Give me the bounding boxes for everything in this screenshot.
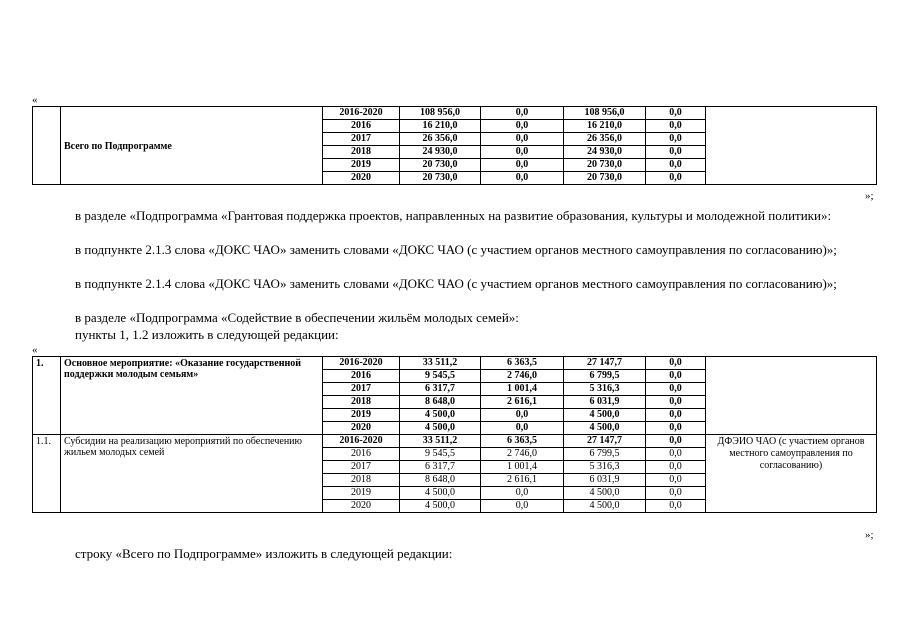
amount-cell: 8 648,0 — [400, 474, 481, 487]
amount-cell: 2 616,1 — [481, 474, 564, 487]
amount-cell: 16 210,0 — [400, 120, 481, 133]
period-cell: 2018 — [323, 396, 400, 409]
period-cell: 2020 — [323, 500, 400, 513]
amount-cell: 9 545,5 — [400, 448, 481, 461]
paragraph-2-1-4: в подпункте 2.1.4 слова «ДОКС ЧАО» заменить словами «ДОКС ЧАО (с участием органов местного самоуправления по согласованию)»; — [75, 276, 837, 291]
amount-cell: 0,0 — [646, 422, 706, 435]
amount-cell: 6 363,5 — [481, 357, 564, 370]
amount-cell: 6 317,7 — [400, 383, 481, 396]
amount-cell: 4 500,0 — [564, 500, 646, 513]
amount-cell: 33 511,2 — [400, 357, 481, 370]
amount-cell: 0,0 — [646, 435, 706, 448]
amount-cell: 0,0 — [481, 422, 564, 435]
total-table — [32, 106, 877, 185]
measures-table — [32, 356, 877, 513]
amount-cell: 6 031,9 — [564, 396, 646, 409]
amount-cell: 0,0 — [646, 159, 706, 172]
period-cell: 2017 — [323, 133, 400, 146]
amount-cell: 6 799,5 — [564, 448, 646, 461]
amount-cell: 0,0 — [646, 120, 706, 133]
amount-cell: 4 500,0 — [400, 422, 481, 435]
amount-cell: 0,0 — [481, 107, 564, 120]
amount-cell: 5 316,3 — [564, 383, 646, 396]
responsible-cell — [706, 107, 877, 185]
amount-cell: 0,0 — [646, 172, 706, 185]
period-cell: 2018 — [323, 474, 400, 487]
amount-cell: 0,0 — [646, 396, 706, 409]
item-label: Субсидии на реализацию мероприятий по обеспечению жильем молодых семей — [61, 435, 323, 513]
period-cell: 2017 — [323, 461, 400, 474]
amount-cell: 26 356,0 — [400, 133, 481, 146]
amount-cell: 0,0 — [481, 172, 564, 185]
amount-cell: 0,0 — [646, 500, 706, 513]
number-cell — [33, 107, 61, 185]
amount-cell: 0,0 — [646, 383, 706, 396]
amount-cell: 0,0 — [481, 159, 564, 172]
paragraph-total-row: строку «Всего по Подпрограмме» изложить в следующей редакции: — [75, 546, 453, 561]
amount-cell: 4 500,0 — [564, 409, 646, 422]
paragraph-items-edit: пункты 1, 1.2 изложить в следующей редакции: — [75, 327, 339, 342]
period-cell: 2016-2020 — [323, 357, 400, 370]
amount-cell: 0,0 — [646, 461, 706, 474]
total-label: Всего по Подпрограмме — [61, 107, 323, 185]
amount-cell: 0,0 — [481, 120, 564, 133]
opening-quote-2: « — [32, 344, 38, 356]
amount-cell: 0,0 — [481, 500, 564, 513]
period-cell: 2017 — [323, 383, 400, 396]
amount-cell: 2 616,1 — [481, 396, 564, 409]
amount-cell: 33 511,2 — [400, 435, 481, 448]
amount-cell: 0,0 — [646, 474, 706, 487]
period-cell: 2018 — [323, 146, 400, 159]
period-cell: 2016-2020 — [323, 435, 400, 448]
amount-cell: 1 001,4 — [481, 461, 564, 474]
period-cell: 2019 — [323, 487, 400, 500]
amount-cell: 0,0 — [481, 487, 564, 500]
item-number: 1. — [33, 357, 61, 435]
amount-cell: 0,0 — [646, 487, 706, 500]
amount-cell: 9 545,5 — [400, 370, 481, 383]
amount-cell: 0,0 — [646, 133, 706, 146]
period-cell: 2019 — [323, 159, 400, 172]
paragraph-2-1-3: в подпункте 2.1.3 слова «ДОКС ЧАО» заменить словами «ДОКС ЧАО (с участием органов местного самоуправления по согласованию)»; — [75, 242, 837, 257]
amount-cell: 0,0 — [646, 146, 706, 159]
closing-quote-2: »; — [865, 529, 874, 541]
amount-cell: 4 500,0 — [400, 409, 481, 422]
responsible-cell: ДФЭИО ЧАО (с участием органов местного самоуправления по согласованию) — [706, 435, 877, 513]
amount-cell: 0,0 — [646, 370, 706, 383]
period-cell: 2020 — [323, 422, 400, 435]
amount-cell: 4 500,0 — [400, 487, 481, 500]
period-cell: 2016-2020 — [323, 107, 400, 120]
amount-cell: 108 956,0 — [564, 107, 646, 120]
amount-cell: 2 746,0 — [481, 370, 564, 383]
amount-cell: 6 363,5 — [481, 435, 564, 448]
period-cell: 2019 — [323, 409, 400, 422]
period-cell: 2016 — [323, 448, 400, 461]
amount-cell: 0,0 — [646, 409, 706, 422]
amount-cell: 4 500,0 — [564, 422, 646, 435]
amount-cell: 2 746,0 — [481, 448, 564, 461]
closing-quote: »; — [865, 190, 874, 202]
amount-cell: 6 031,9 — [564, 474, 646, 487]
amount-cell: 0,0 — [646, 357, 706, 370]
amount-cell: 6 317,7 — [400, 461, 481, 474]
amount-cell: 0,0 — [481, 146, 564, 159]
amount-cell: 108 956,0 — [400, 107, 481, 120]
amount-cell: 1 001,4 — [481, 383, 564, 396]
period-cell: 2020 — [323, 172, 400, 185]
amount-cell: 20 730,0 — [400, 172, 481, 185]
amount-cell: 5 316,3 — [564, 461, 646, 474]
amount-cell: 26 356,0 — [564, 133, 646, 146]
amount-cell: 20 730,0 — [400, 159, 481, 172]
amount-cell: 27 147,7 — [564, 435, 646, 448]
amount-cell: 4 500,0 — [564, 487, 646, 500]
opening-quote: « — [32, 94, 38, 106]
amount-cell: 0,0 — [481, 133, 564, 146]
period-cell: 2016 — [323, 120, 400, 133]
paragraph-housing-section: в разделе «Подпрограмма «Содействие в обеспечении жильём молодых семей»: — [75, 310, 519, 325]
amount-cell: 0,0 — [646, 448, 706, 461]
amount-cell: 27 147,7 — [564, 357, 646, 370]
amount-cell: 6 799,5 — [564, 370, 646, 383]
item-label: Основное мероприятие: «Оказание государственной поддержки молодым семьям» — [61, 357, 323, 435]
table-row — [33, 357, 877, 370]
amount-cell: 24 930,0 — [400, 146, 481, 159]
amount-cell: 20 730,0 — [564, 159, 646, 172]
amount-cell: 8 648,0 — [400, 396, 481, 409]
amount-cell: 20 730,0 — [564, 172, 646, 185]
amount-cell: 4 500,0 — [400, 500, 481, 513]
paragraph-grant-section: в разделе «Подпрограмма «Грантовая поддержка проектов, направленных на развитие образования, культуры и молодежной политики»: — [75, 208, 832, 223]
amount-cell: 0,0 — [481, 409, 564, 422]
amount-cell: 0,0 — [646, 107, 706, 120]
table-row — [33, 107, 877, 120]
table-row — [33, 435, 877, 448]
amount-cell: 16 210,0 — [564, 120, 646, 133]
amount-cell: 24 930,0 — [564, 146, 646, 159]
item-number: 1.1. — [33, 435, 61, 513]
period-cell: 2016 — [323, 370, 400, 383]
responsible-cell — [706, 357, 877, 435]
